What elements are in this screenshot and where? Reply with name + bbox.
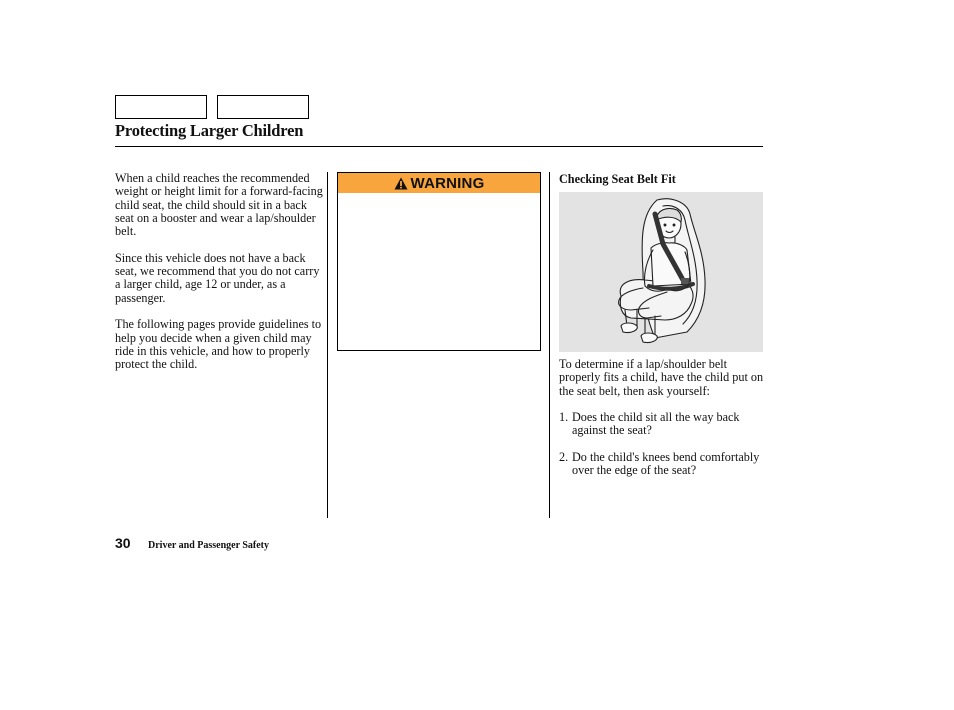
page-title: Protecting Larger Children: [115, 121, 304, 140]
list-item-number: 1.: [559, 410, 569, 425]
left-paragraph-2: Since this vehicle does not have a back seat, we recommend that you do not carry a larger child, age 12 or under, as a passenger.: [115, 250, 320, 305]
warning-header: [338, 173, 540, 193]
title-rule: [115, 146, 763, 147]
page-number: 30: [115, 535, 131, 551]
section-heading: Checking Seat Belt Fit: [559, 172, 676, 186]
left-paragraph-1: When a child reaches the recommended weight or height limit for a forward-facing child seat, the child should sit in a back seat on a booster and wear a lap/shoulder belt.: [115, 171, 323, 239]
warning-triangle-icon: [394, 177, 408, 190]
list-item-number: 2.: [559, 450, 569, 465]
header-tab-box-left: [115, 95, 207, 119]
warning-box: [337, 172, 541, 351]
column-divider-left: [327, 172, 328, 518]
left-column: [115, 172, 323, 385]
list-item-text: Does the child sit all the way back against the seat?: [572, 410, 740, 438]
column-divider-right: [549, 172, 550, 518]
list-item-text: Do the child's knees bend comfortably over the edge of the seat?: [572, 450, 760, 478]
right-intro-paragraph: To determine if a lap/shoulder belt properly fits a child, have the child put on the seat belt, then ask yourself:: [559, 357, 764, 398]
child-in-seat-with-belt-illustration: [559, 192, 763, 352]
footer-section-name: Driver and Passenger Safety: [148, 540, 270, 551]
warning-label: WARNING: [410, 174, 485, 192]
header-tab-box-right: [217, 95, 309, 119]
left-paragraph-3: The following pages provide guidelines to help you decide when a given child may ride in this vehicle, and how to properly protect the child.: [115, 317, 322, 372]
right-column: [559, 358, 765, 491]
list-item: [559, 451, 765, 478]
list-item: [559, 411, 765, 438]
